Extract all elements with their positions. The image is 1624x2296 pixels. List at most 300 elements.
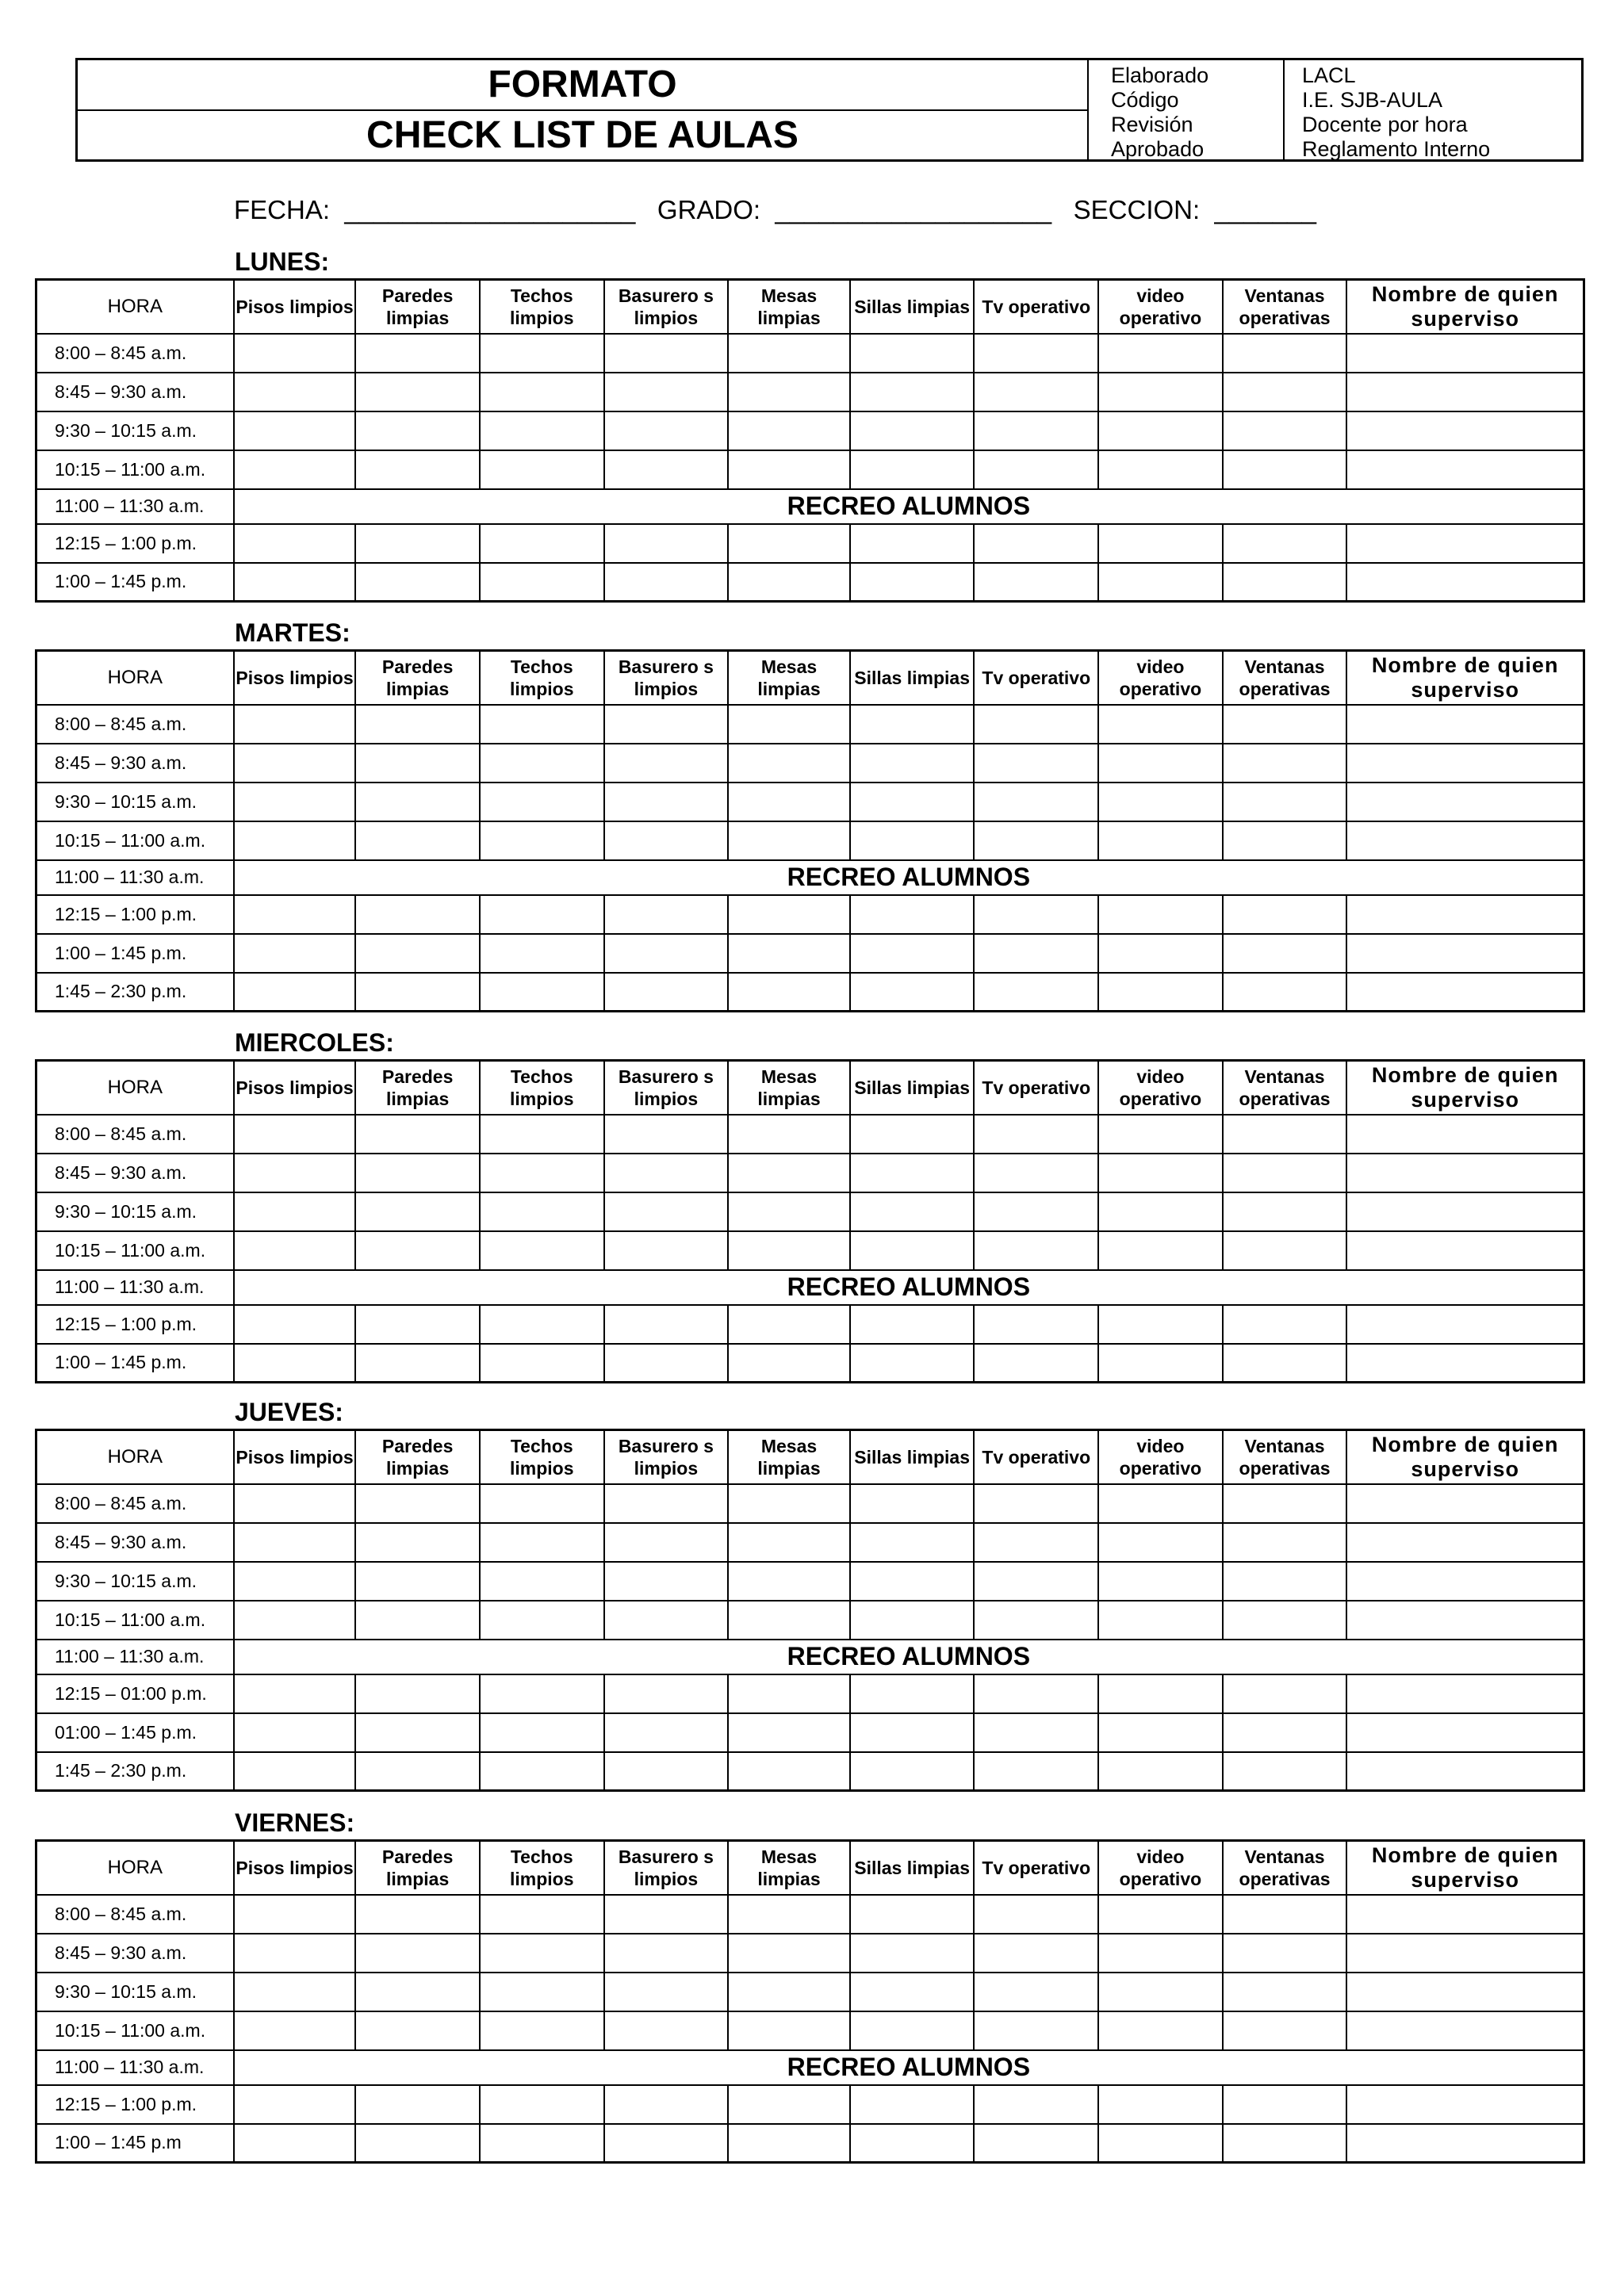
- supervisor-name-cell[interactable]: [1346, 1344, 1584, 1383]
- check-cell[interactable]: [604, 373, 729, 411]
- check-cell[interactable]: [1098, 1115, 1223, 1154]
- supervisor-name-cell[interactable]: [1346, 934, 1584, 973]
- check-cell[interactable]: [1098, 373, 1223, 411]
- supervisor-name-cell[interactable]: [1346, 1713, 1584, 1752]
- check-cell[interactable]: [728, 1752, 850, 1791]
- check-cell[interactable]: [1223, 821, 1347, 860]
- check-cell[interactable]: [234, 1192, 356, 1231]
- check-cell[interactable]: [850, 1192, 975, 1231]
- check-cell[interactable]: [850, 895, 975, 934]
- check-cell[interactable]: [604, 1934, 729, 1973]
- check-cell[interactable]: [974, 2124, 1098, 2163]
- check-cell[interactable]: [728, 1231, 850, 1270]
- check-cell[interactable]: [1098, 934, 1223, 973]
- check-cell[interactable]: [480, 1344, 604, 1383]
- supervisor-name-cell[interactable]: [1346, 1674, 1584, 1713]
- check-cell[interactable]: [850, 411, 975, 450]
- check-cell[interactable]: [480, 1562, 604, 1601]
- check-cell[interactable]: [355, 563, 480, 602]
- check-cell[interactable]: [604, 1973, 729, 2011]
- check-cell[interactable]: [480, 1484, 604, 1523]
- check-cell[interactable]: [234, 1601, 356, 1640]
- check-cell[interactable]: [728, 744, 850, 783]
- check-cell[interactable]: [234, 1562, 356, 1601]
- check-cell[interactable]: [974, 1934, 1098, 1973]
- check-cell[interactable]: [480, 1192, 604, 1231]
- check-cell[interactable]: [728, 1115, 850, 1154]
- supervisor-name-cell[interactable]: [1346, 1752, 1584, 1791]
- check-cell[interactable]: [1098, 1895, 1223, 1934]
- check-cell[interactable]: [850, 1674, 975, 1713]
- check-cell[interactable]: [355, 2011, 480, 2050]
- check-cell[interactable]: [604, 895, 729, 934]
- check-cell[interactable]: [974, 524, 1098, 563]
- check-cell[interactable]: [974, 1562, 1098, 1601]
- check-cell[interactable]: [1098, 1713, 1223, 1752]
- check-cell[interactable]: [974, 1231, 1098, 1270]
- check-cell[interactable]: [850, 744, 975, 783]
- check-cell[interactable]: [480, 334, 604, 373]
- supervisor-name-cell[interactable]: [1346, 1115, 1584, 1154]
- check-cell[interactable]: [604, 2011, 729, 2050]
- check-cell[interactable]: [355, 2085, 480, 2124]
- check-cell[interactable]: [728, 450, 850, 489]
- check-cell[interactable]: [604, 1115, 729, 1154]
- check-cell[interactable]: [1223, 1713, 1347, 1752]
- check-cell[interactable]: [850, 1305, 975, 1344]
- check-cell[interactable]: [728, 1713, 850, 1752]
- check-cell[interactable]: [974, 2011, 1098, 2050]
- check-cell[interactable]: [974, 1674, 1098, 1713]
- check-cell[interactable]: [728, 1305, 850, 1344]
- check-cell[interactable]: [728, 1523, 850, 1562]
- supervisor-name-cell[interactable]: [1346, 2124, 1584, 2163]
- check-cell[interactable]: [355, 1895, 480, 1934]
- check-cell[interactable]: [1223, 1231, 1347, 1270]
- check-cell[interactable]: [1223, 1305, 1347, 1344]
- check-cell[interactable]: [1223, 705, 1347, 744]
- check-cell[interactable]: [1223, 563, 1347, 602]
- check-cell[interactable]: [234, 895, 356, 934]
- check-cell[interactable]: [1223, 1934, 1347, 1973]
- check-cell[interactable]: [974, 1523, 1098, 1562]
- check-cell[interactable]: [604, 1752, 729, 1791]
- check-cell[interactable]: [355, 1523, 480, 1562]
- check-cell[interactable]: [355, 450, 480, 489]
- check-cell[interactable]: [974, 1154, 1098, 1192]
- check-cell[interactable]: [234, 1752, 356, 1791]
- check-cell[interactable]: [355, 1231, 480, 1270]
- check-cell[interactable]: [1223, 744, 1347, 783]
- check-cell[interactable]: [728, 2085, 850, 2124]
- supervisor-name-cell[interactable]: [1346, 1154, 1584, 1192]
- check-cell[interactable]: [974, 934, 1098, 973]
- check-cell[interactable]: [604, 705, 729, 744]
- check-cell[interactable]: [234, 1231, 356, 1270]
- check-cell[interactable]: [974, 1752, 1098, 1791]
- check-cell[interactable]: [234, 1115, 356, 1154]
- check-cell[interactable]: [355, 1562, 480, 1601]
- check-cell[interactable]: [1223, 1192, 1347, 1231]
- check-cell[interactable]: [728, 1484, 850, 1523]
- check-cell[interactable]: [1223, 1562, 1347, 1601]
- check-cell[interactable]: [1223, 1601, 1347, 1640]
- check-cell[interactable]: [728, 1674, 850, 1713]
- supervisor-name-cell[interactable]: [1346, 1484, 1584, 1523]
- check-cell[interactable]: [728, 334, 850, 373]
- check-cell[interactable]: [1223, 524, 1347, 563]
- check-cell[interactable]: [234, 1674, 356, 1713]
- check-cell[interactable]: [728, 705, 850, 744]
- check-cell[interactable]: [728, 1562, 850, 1601]
- check-cell[interactable]: [1098, 411, 1223, 450]
- check-cell[interactable]: [1223, 450, 1347, 489]
- check-cell[interactable]: [234, 2124, 356, 2163]
- check-cell[interactable]: [480, 411, 604, 450]
- check-cell[interactable]: [234, 821, 356, 860]
- check-cell[interactable]: [355, 821, 480, 860]
- check-cell[interactable]: [1223, 934, 1347, 973]
- supervisor-name-cell[interactable]: [1346, 373, 1584, 411]
- check-cell[interactable]: [234, 744, 356, 783]
- check-cell[interactable]: [604, 1344, 729, 1383]
- check-cell[interactable]: [728, 1973, 850, 2011]
- check-cell[interactable]: [234, 973, 356, 1012]
- check-cell[interactable]: [728, 895, 850, 934]
- check-cell[interactable]: [850, 1562, 975, 1601]
- check-cell[interactable]: [355, 934, 480, 973]
- check-cell[interactable]: [1223, 1344, 1347, 1383]
- check-cell[interactable]: [355, 1674, 480, 1713]
- check-cell[interactable]: [974, 1305, 1098, 1344]
- check-cell[interactable]: [1223, 1115, 1347, 1154]
- check-cell[interactable]: [234, 524, 356, 563]
- check-cell[interactable]: [480, 1674, 604, 1713]
- check-cell[interactable]: [728, 411, 850, 450]
- check-cell[interactable]: [728, 2011, 850, 2050]
- check-cell[interactable]: [850, 524, 975, 563]
- check-cell[interactable]: [234, 1154, 356, 1192]
- check-cell[interactable]: [850, 1154, 975, 1192]
- check-cell[interactable]: [234, 2085, 356, 2124]
- check-cell[interactable]: [1223, 2124, 1347, 2163]
- supervisor-name-cell[interactable]: [1346, 973, 1584, 1012]
- check-cell[interactable]: [604, 1154, 729, 1192]
- check-cell[interactable]: [1223, 2085, 1347, 2124]
- check-cell[interactable]: [974, 1713, 1098, 1752]
- supervisor-name-cell[interactable]: [1346, 411, 1584, 450]
- check-cell[interactable]: [850, 450, 975, 489]
- supervisor-name-cell[interactable]: [1346, 744, 1584, 783]
- check-cell[interactable]: [480, 450, 604, 489]
- check-cell[interactable]: [604, 524, 729, 563]
- check-cell[interactable]: [480, 2124, 604, 2163]
- check-cell[interactable]: [974, 1115, 1098, 1154]
- supervisor-name-cell[interactable]: [1346, 524, 1584, 563]
- check-cell[interactable]: [1098, 1484, 1223, 1523]
- check-cell[interactable]: [1098, 1192, 1223, 1231]
- check-cell[interactable]: [850, 1344, 975, 1383]
- check-cell[interactable]: [234, 2011, 356, 2050]
- check-cell[interactable]: [1223, 2011, 1347, 2050]
- check-cell[interactable]: [480, 934, 604, 973]
- check-cell[interactable]: [974, 1344, 1098, 1383]
- check-cell[interactable]: [604, 934, 729, 973]
- check-cell[interactable]: [1098, 2085, 1223, 2124]
- supervisor-name-cell[interactable]: [1346, 2011, 1584, 2050]
- check-cell[interactable]: [850, 1523, 975, 1562]
- check-cell[interactable]: [604, 334, 729, 373]
- supervisor-name-cell[interactable]: [1346, 1305, 1584, 1344]
- check-cell[interactable]: [1098, 705, 1223, 744]
- check-cell[interactable]: [850, 934, 975, 973]
- check-cell[interactable]: [850, 821, 975, 860]
- check-cell[interactable]: [355, 1344, 480, 1383]
- check-cell[interactable]: [1098, 744, 1223, 783]
- check-cell[interactable]: [355, 705, 480, 744]
- check-cell[interactable]: [1098, 1752, 1223, 1791]
- check-cell[interactable]: [850, 563, 975, 602]
- check-cell[interactable]: [355, 1115, 480, 1154]
- check-cell[interactable]: [728, 1192, 850, 1231]
- check-cell[interactable]: [974, 705, 1098, 744]
- supervisor-name-cell[interactable]: [1346, 1192, 1584, 1231]
- check-cell[interactable]: [974, 1601, 1098, 1640]
- check-cell[interactable]: [480, 973, 604, 1012]
- check-cell[interactable]: [604, 1713, 729, 1752]
- check-cell[interactable]: [480, 1154, 604, 1192]
- check-cell[interactable]: [234, 1895, 356, 1934]
- check-cell[interactable]: [1223, 1674, 1347, 1713]
- check-cell[interactable]: [234, 1484, 356, 1523]
- check-cell[interactable]: [604, 1192, 729, 1231]
- check-cell[interactable]: [355, 411, 480, 450]
- supervisor-name-cell[interactable]: [1346, 783, 1584, 821]
- check-cell[interactable]: [604, 411, 729, 450]
- check-cell[interactable]: [480, 1523, 604, 1562]
- check-cell[interactable]: [480, 705, 604, 744]
- check-cell[interactable]: [234, 1344, 356, 1383]
- check-cell[interactable]: [728, 821, 850, 860]
- check-cell[interactable]: [234, 1713, 356, 1752]
- check-cell[interactable]: [1223, 1973, 1347, 2011]
- check-cell[interactable]: [480, 1305, 604, 1344]
- check-cell[interactable]: [1098, 1601, 1223, 1640]
- check-cell[interactable]: [974, 973, 1098, 1012]
- check-cell[interactable]: [974, 1484, 1098, 1523]
- check-cell[interactable]: [480, 821, 604, 860]
- check-cell[interactable]: [1098, 524, 1223, 563]
- check-cell[interactable]: [234, 450, 356, 489]
- check-cell[interactable]: [1223, 373, 1347, 411]
- check-cell[interactable]: [355, 2124, 480, 2163]
- check-cell[interactable]: [974, 1973, 1098, 2011]
- check-cell[interactable]: [604, 1674, 729, 1713]
- check-cell[interactable]: [1098, 1344, 1223, 1383]
- check-cell[interactable]: [480, 1115, 604, 1154]
- check-cell[interactable]: [850, 1231, 975, 1270]
- check-cell[interactable]: [355, 1484, 480, 1523]
- check-cell[interactable]: [480, 1713, 604, 1752]
- check-cell[interactable]: [480, 895, 604, 934]
- check-cell[interactable]: [604, 783, 729, 821]
- check-cell[interactable]: [1098, 450, 1223, 489]
- supervisor-name-cell[interactable]: [1346, 1973, 1584, 2011]
- supervisor-name-cell[interactable]: [1346, 821, 1584, 860]
- check-cell[interactable]: [355, 1973, 480, 2011]
- check-cell[interactable]: [480, 1934, 604, 1973]
- check-cell[interactable]: [604, 1601, 729, 1640]
- check-cell[interactable]: [355, 1192, 480, 1231]
- check-cell[interactable]: [234, 1523, 356, 1562]
- check-cell[interactable]: [1223, 895, 1347, 934]
- check-cell[interactable]: [355, 1305, 480, 1344]
- check-cell[interactable]: [728, 1344, 850, 1383]
- check-cell[interactable]: [355, 1752, 480, 1791]
- check-cell[interactable]: [1098, 334, 1223, 373]
- supervisor-name-cell[interactable]: [1346, 450, 1584, 489]
- check-cell[interactable]: [355, 1713, 480, 1752]
- check-cell[interactable]: [355, 744, 480, 783]
- check-cell[interactable]: [355, 1154, 480, 1192]
- check-cell[interactable]: [728, 524, 850, 563]
- check-cell[interactable]: [974, 450, 1098, 489]
- check-cell[interactable]: [355, 373, 480, 411]
- check-cell[interactable]: [974, 334, 1098, 373]
- check-cell[interactable]: [234, 411, 356, 450]
- check-cell[interactable]: [234, 783, 356, 821]
- check-cell[interactable]: [480, 2085, 604, 2124]
- check-cell[interactable]: [355, 1601, 480, 1640]
- check-cell[interactable]: [974, 744, 1098, 783]
- check-cell[interactable]: [974, 783, 1098, 821]
- check-cell[interactable]: [355, 334, 480, 373]
- check-cell[interactable]: [728, 1154, 850, 1192]
- check-cell[interactable]: [1098, 895, 1223, 934]
- check-cell[interactable]: [604, 2085, 729, 2124]
- check-cell[interactable]: [974, 895, 1098, 934]
- check-cell[interactable]: [974, 373, 1098, 411]
- check-cell[interactable]: [604, 1484, 729, 1523]
- check-cell[interactable]: [1098, 1562, 1223, 1601]
- check-cell[interactable]: [1223, 973, 1347, 1012]
- check-cell[interactable]: [355, 783, 480, 821]
- check-cell[interactable]: [850, 1895, 975, 1934]
- check-cell[interactable]: [728, 373, 850, 411]
- check-cell[interactable]: [974, 2085, 1098, 2124]
- check-cell[interactable]: [850, 1484, 975, 1523]
- check-cell[interactable]: [604, 1305, 729, 1344]
- check-cell[interactable]: [355, 895, 480, 934]
- check-cell[interactable]: [850, 783, 975, 821]
- check-cell[interactable]: [480, 1231, 604, 1270]
- check-cell[interactable]: [850, 1115, 975, 1154]
- check-cell[interactable]: [850, 1601, 975, 1640]
- supervisor-name-cell[interactable]: [1346, 1562, 1584, 1601]
- check-cell[interactable]: [480, 1895, 604, 1934]
- check-cell[interactable]: [604, 1895, 729, 1934]
- check-cell[interactable]: [1223, 334, 1347, 373]
- check-cell[interactable]: [850, 1713, 975, 1752]
- check-cell[interactable]: [1223, 783, 1347, 821]
- check-cell[interactable]: [1223, 411, 1347, 450]
- check-cell[interactable]: [1098, 1934, 1223, 1973]
- check-cell[interactable]: [480, 744, 604, 783]
- check-cell[interactable]: [974, 411, 1098, 450]
- check-cell[interactable]: [480, 563, 604, 602]
- check-cell[interactable]: [234, 705, 356, 744]
- check-cell[interactable]: [974, 1895, 1098, 1934]
- check-cell[interactable]: [728, 2124, 850, 2163]
- check-cell[interactable]: [355, 524, 480, 563]
- supervisor-name-cell[interactable]: [1346, 1523, 1584, 1562]
- check-cell[interactable]: [1223, 1523, 1347, 1562]
- check-cell[interactable]: [604, 973, 729, 1012]
- supervisor-name-cell[interactable]: [1346, 1934, 1584, 1973]
- check-cell[interactable]: [355, 973, 480, 1012]
- check-cell[interactable]: [234, 334, 356, 373]
- check-cell[interactable]: [234, 1305, 356, 1344]
- check-cell[interactable]: [604, 744, 729, 783]
- check-cell[interactable]: [728, 1601, 850, 1640]
- supervisor-name-cell[interactable]: [1346, 705, 1584, 744]
- check-cell[interactable]: [728, 973, 850, 1012]
- check-cell[interactable]: [480, 373, 604, 411]
- check-cell[interactable]: [480, 1601, 604, 1640]
- check-cell[interactable]: [850, 973, 975, 1012]
- check-cell[interactable]: [1098, 1305, 1223, 1344]
- supervisor-name-cell[interactable]: [1346, 2085, 1584, 2124]
- check-cell[interactable]: [1098, 1523, 1223, 1562]
- check-cell[interactable]: [234, 563, 356, 602]
- check-cell[interactable]: [604, 1523, 729, 1562]
- check-cell[interactable]: [728, 783, 850, 821]
- check-cell[interactable]: [480, 1973, 604, 2011]
- supervisor-name-cell[interactable]: [1346, 895, 1584, 934]
- check-cell[interactable]: [604, 2124, 729, 2163]
- check-cell[interactable]: [1098, 2011, 1223, 2050]
- check-cell[interactable]: [234, 1973, 356, 2011]
- check-cell[interactable]: [974, 563, 1098, 602]
- check-cell[interactable]: [1098, 1231, 1223, 1270]
- check-cell[interactable]: [1223, 1895, 1347, 1934]
- check-cell[interactable]: [480, 2011, 604, 2050]
- supervisor-name-cell[interactable]: [1346, 1895, 1584, 1934]
- check-cell[interactable]: [1098, 783, 1223, 821]
- check-cell[interactable]: [850, 1973, 975, 2011]
- check-cell[interactable]: [604, 821, 729, 860]
- form-fields-line[interactable]: FECHA: ____________________ GRADO: ___________________ SECCION: _______: [234, 195, 1316, 224]
- check-cell[interactable]: [1098, 1973, 1223, 2011]
- check-cell[interactable]: [974, 1192, 1098, 1231]
- check-cell[interactable]: [1098, 973, 1223, 1012]
- check-cell[interactable]: [604, 450, 729, 489]
- check-cell[interactable]: [1223, 1154, 1347, 1192]
- check-cell[interactable]: [1098, 2124, 1223, 2163]
- check-cell[interactable]: [604, 563, 729, 602]
- check-cell[interactable]: [480, 1752, 604, 1791]
- check-cell[interactable]: [1223, 1752, 1347, 1791]
- check-cell[interactable]: [480, 783, 604, 821]
- check-cell[interactable]: [1098, 821, 1223, 860]
- check-cell[interactable]: [850, 2124, 975, 2163]
- supervisor-name-cell[interactable]: [1346, 334, 1584, 373]
- check-cell[interactable]: [1098, 1154, 1223, 1192]
- check-cell[interactable]: [480, 524, 604, 563]
- check-cell[interactable]: [1098, 563, 1223, 602]
- check-cell[interactable]: [850, 373, 975, 411]
- check-cell[interactable]: [850, 2085, 975, 2124]
